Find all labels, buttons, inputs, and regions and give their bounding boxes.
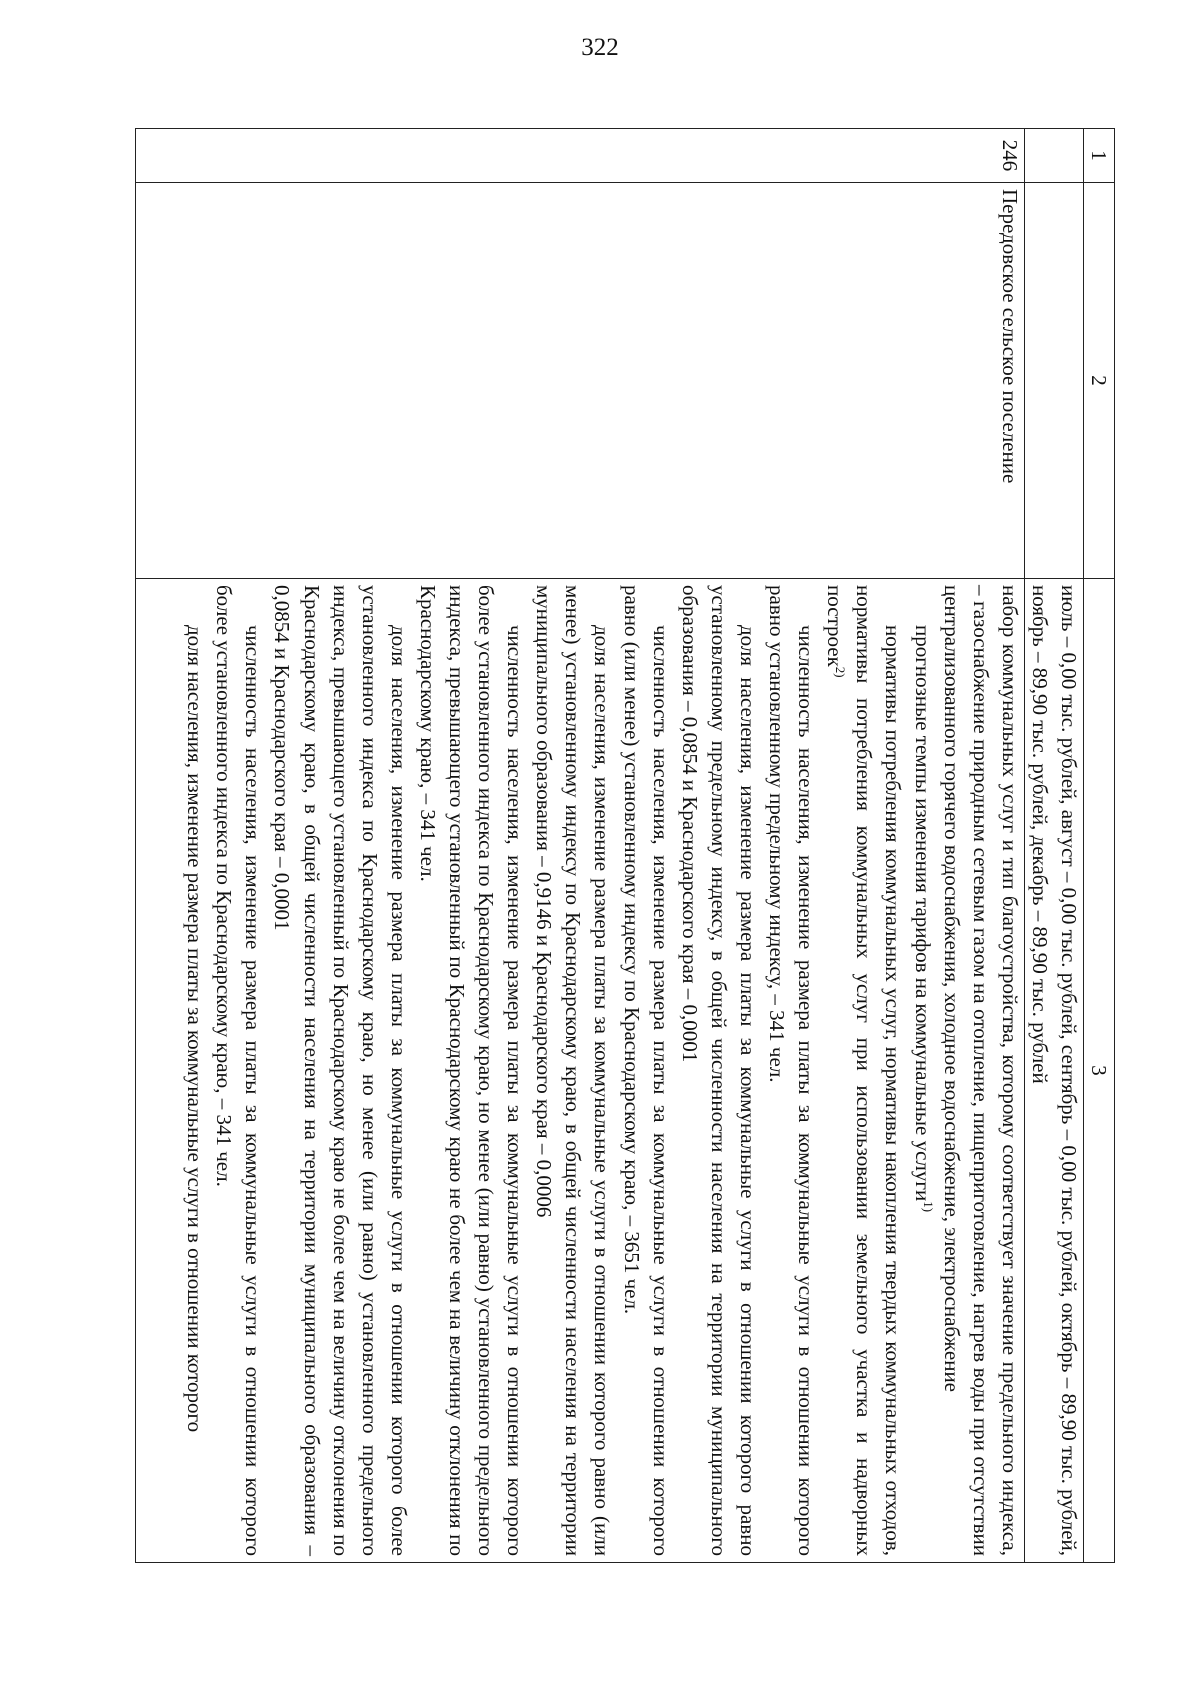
footnote-mark-1: 1) — [920, 1201, 936, 1213]
header-col-1: 1 — [1084, 129, 1115, 183]
page-number: 322 — [581, 34, 619, 61]
table-header-row — [1084, 129, 1115, 1563]
row-number: 246 — [136, 129, 1025, 183]
paragraph-5: доля населения, изменение размера платы за коммунальные услуги в отношении которого равно установленному предельному индексу, в общей численности населения на территории муниципального образования – 0,0854 и Краснодарского края – 0,0001 — [677, 585, 760, 1556]
continuation-row — [1024, 129, 1083, 1563]
settlement-name: Передовское сельское поселение — [136, 183, 1025, 579]
paragraph-8: численность населения, изменение размера платы за коммунальные услуги в отношении которого более установленного индекса по Краснодарскому краю, но менее (или равно) установленного предельного индекса, превышающего установленный по Краснодарскому краю не более чем на величину отклонения по Краснодарскому краю, – 341 чел. — [415, 585, 528, 1556]
paragraph-1: набор коммунальных услуг и тип благоустройства, которому соответствует значение предельного индекса, – газоснабжение природным сетевым газом на отопление, пищеприготовление, нагрев воды при отсутствии централизованного горячего водоснабжения, холодное водоснабжение, электроснабжение — [939, 585, 1022, 1556]
paragraph-11: доля населения, изменение размера платы за коммунальные услуги в отношении которого — [183, 625, 208, 1433]
footnote-mark-2: 2) — [833, 666, 849, 678]
paragraph-3 — [820, 585, 907, 1556]
paragraph-6: численность населения, изменение размера платы за коммунальные услуги в отношении которого равно (или менее) установленному индексу по Краснодарскому краю, – 3651 чел. — [619, 585, 673, 1556]
paragraph-4: численность населения, изменение размера платы за коммунальные услуги в отношении которого равно установленному предельному индексу, – 341 чел. — [765, 585, 819, 1556]
header-col-3: 3 — [1084, 579, 1115, 1563]
continuation-text: июль – 0,00 тыс. рублей, август – 0,00 тыс. рублей, сентябрь – 0,00 тыс. рублей, октябрь – 89,90 тыс. рублей, ноябрь – 89,90 тыс. рублей, декабрь – 89,90 тыс. рублей — [1024, 579, 1083, 1563]
paragraph-2 — [907, 585, 936, 1556]
continuation-number-cell — [1024, 129, 1083, 183]
rotated-table-frame — [135, 128, 1115, 1563]
continuation-settlement-cell — [1024, 183, 1083, 579]
paragraph-2-text: прогнозные темпы изменения тарифов на коммунальные услуги — [910, 625, 935, 1202]
paragraph-9: доля населения, изменение размера платы за коммунальные услуги в отношении которого более установленного индекса по Краснодарскому краю, но менее (или равно) установленного предельного индекса, превышающего установленный по Краснодарскому краю не более чем на величину отклонения по Краснодарскому краю, в общей численности населения на территории муниципального образования – 0,0854 и Краснодарского края – 0,0001 — [270, 585, 411, 1556]
paragraph-10: численность населения, изменение размера платы за коммунальные услуги в отношении которого более установленного индекса по Краснодарскому краю, – 341 чел. — [212, 585, 266, 1556]
table-row — [136, 129, 1025, 1563]
data-table — [135, 128, 1115, 1563]
paragraph-3-text: нормативы потребления коммунальных услуг, нормативы накопления твердых коммунальных отходов, нормативы потребления коммунальных услуг при использовании земельного участка и надворных построек — [823, 585, 906, 1556]
header-col-2: 2 — [1084, 183, 1115, 579]
paragraph-7: доля населения, изменение размера платы за коммунальные услуги в отношении которого равно (или менее) установленному индексу по Краснодарскому краю, в общей численности населения на территории муниципального образования – 0,9146 и Краснодарского края – 0,0006 — [532, 585, 615, 1556]
row-details — [136, 579, 1025, 1563]
